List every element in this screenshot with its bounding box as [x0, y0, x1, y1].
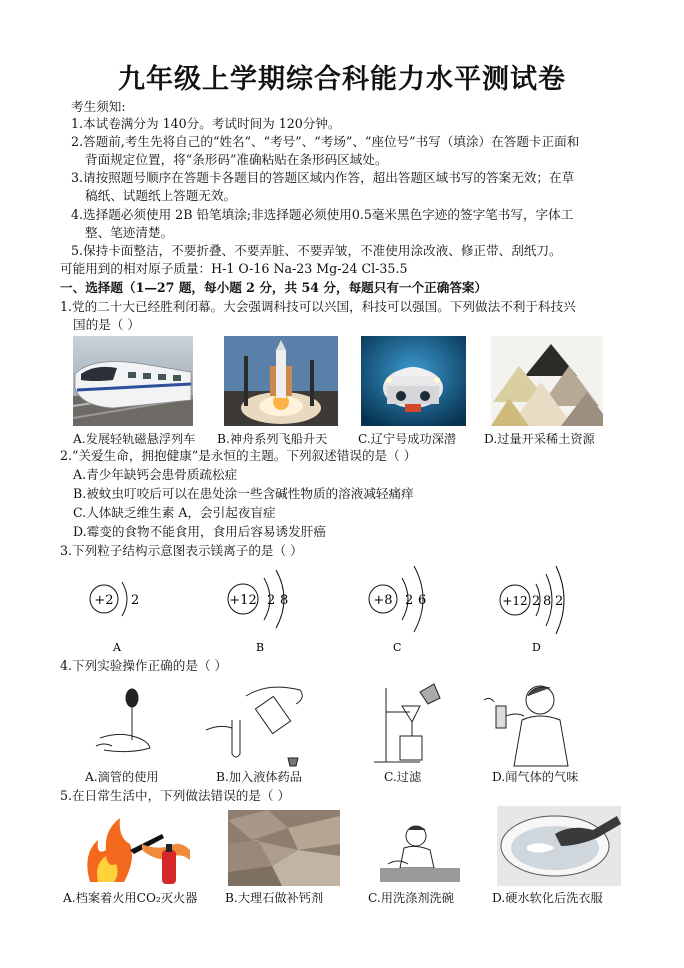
atom-c-shell-2: 6 — [418, 593, 427, 608]
atom-d-shell-1: 2 — [532, 594, 541, 609]
q4-option-a: A.滴管的使用 — [85, 770, 159, 784]
q5-option-a: A.档案着火用CO₂灭火器 — [63, 891, 198, 905]
q4-option-b: B.加入液体药品 — [216, 770, 302, 784]
atom-a-nucleus: +2 — [94, 593, 114, 608]
atom-diagram-a — [90, 582, 139, 654]
dropper-illustration — [96, 689, 150, 752]
atom-b-shell-2: 8 — [280, 593, 289, 608]
shenzhou-rocket-photo — [224, 336, 338, 426]
q2-option-d: D.霉变的食物不能食用，食用后容易诱发肝癌 — [73, 524, 326, 539]
atom-structure-diagrams — [0, 560, 684, 660]
q1-option-a: A.发展轻轨磁悬浮列车 — [73, 432, 196, 446]
atom-d-shell-3: 2 — [555, 594, 564, 609]
notice-item: 背面规定位置，将“条形码”准确粘贴在条形码区域处。 — [85, 152, 388, 167]
q1-option-b: B.神舟系列飞船升天 — [217, 432, 328, 446]
q3-stem: 3.下列粒子结构示意图表示镁离子的是（ ） — [60, 543, 303, 558]
marble-photo — [228, 810, 340, 886]
dish-washing-illustration — [378, 822, 462, 886]
atom-a-label: A — [113, 641, 121, 654]
q4-option-c: C.过滤 — [384, 770, 422, 784]
atom-a-shell-1: 2 — [131, 593, 140, 608]
notice-heading: 考生须知: — [71, 99, 126, 114]
q2-stem: 2.“关爱生命，拥抱健康”是永恒的主题。下列叙述错误的是（ ） — [60, 448, 417, 463]
atom-b-label: B — [256, 641, 265, 654]
q2-option-a: A.青少年缺钙会患骨质疏松症 — [73, 467, 238, 482]
atom-c-shell-1: 2 — [405, 593, 414, 608]
pouring-liquid-illustration — [206, 687, 302, 766]
notice-item: 3.请按照题号顺序在答题卡各题目的答题区域内作答，超出答题区域书写的答案无效；在草 — [71, 170, 575, 185]
maglev-train-photo — [73, 336, 193, 426]
submersible-photo — [361, 336, 466, 426]
atom-d-label: D — [532, 641, 541, 654]
rare-earth-photo — [491, 336, 603, 426]
smelling-gas-illustration — [484, 686, 568, 766]
atom-diagram-c — [369, 566, 426, 654]
q1-option-d: D.过量开采稀土资源 — [484, 432, 595, 446]
q1-stem: 1.党的二十大已经胜利闭幕。大会强调科技可以兴国，科技可以强国。下列做法不利于科技兴 — [60, 299, 576, 314]
notice-item: 整、笔迹清楚。 — [85, 225, 174, 240]
atomic-masses: 可能用到的相对原子质量：H-1 O-16 Na-23 Mg-24 Cl-35.5 — [60, 261, 408, 276]
exam-title: 九年级上学期综合科能力水平测试卷 — [118, 64, 566, 95]
q5-option-d: D.硬水软化后洗衣服 — [492, 891, 603, 905]
q2-option-c: C.人体缺乏维生素 A，会引起夜盲症 — [73, 505, 276, 520]
washing-clothes-photo — [497, 806, 621, 886]
q1-stem: 国的是（ ） — [73, 317, 140, 332]
atom-d-nucleus: +12 — [502, 594, 528, 608]
atom-diagram-d — [500, 566, 564, 654]
atom-c-nucleus: +8 — [373, 593, 393, 608]
q5-stem: 5.在日常生活中，下列做法错误的是（ ） — [60, 788, 291, 803]
q5-option-c: C.用洗涤剂洗碗 — [368, 891, 454, 905]
fire-extinguisher-illustration — [80, 810, 198, 886]
q5-option-b: B.大理石做补钙剂 — [225, 891, 324, 905]
notice-item: 5.保持卡面整洁，不要折叠、不要弄脏、不要弄皱，不准使用涂改液、修正带、刮纸刀。 — [71, 243, 562, 258]
lab-operation-drawings — [0, 676, 684, 768]
section-heading: 一、选择题（1—27 题，每小题 2 分，共 54 分，每题只有一个正确答案） — [60, 280, 488, 295]
atom-c-label: C — [393, 641, 402, 654]
notice-item: 稿纸、试题纸上答题无效。 — [85, 188, 237, 203]
notice-item: 2.答题前,考生先将自己的“姓名”、“考号”、“考场”、“座位号”书写（填涂）在答题卡正面和 — [71, 134, 580, 149]
q4-option-d: D.闻气体的气味 — [492, 770, 579, 784]
notice-item: 1.本试卷满分为 140分。考试时间为 120分钟。 — [71, 116, 341, 131]
filtration-illustration — [374, 684, 440, 762]
atom-b-shell-1: 2 — [267, 593, 276, 608]
q4-stem: 4.下列实验操作正确的是（ ） — [60, 658, 228, 673]
notice-item: 4.选择题必须使用 2B 铅笔填涂;非选择题必须使用0.5毫米黑色字迹的签字笔书写，字体工 — [71, 207, 574, 222]
atom-b-nucleus: +12 — [229, 593, 257, 608]
q1-option-c: C.辽宁号成功深潜 — [358, 432, 457, 446]
q2-option-b: B.被蚊虫叮咬后可以在患处涂一些含碱性物质的溶液减轻痛痒 — [73, 486, 414, 501]
atom-diagram-b — [228, 570, 288, 654]
atom-d-shell-2: 8 — [543, 594, 552, 609]
